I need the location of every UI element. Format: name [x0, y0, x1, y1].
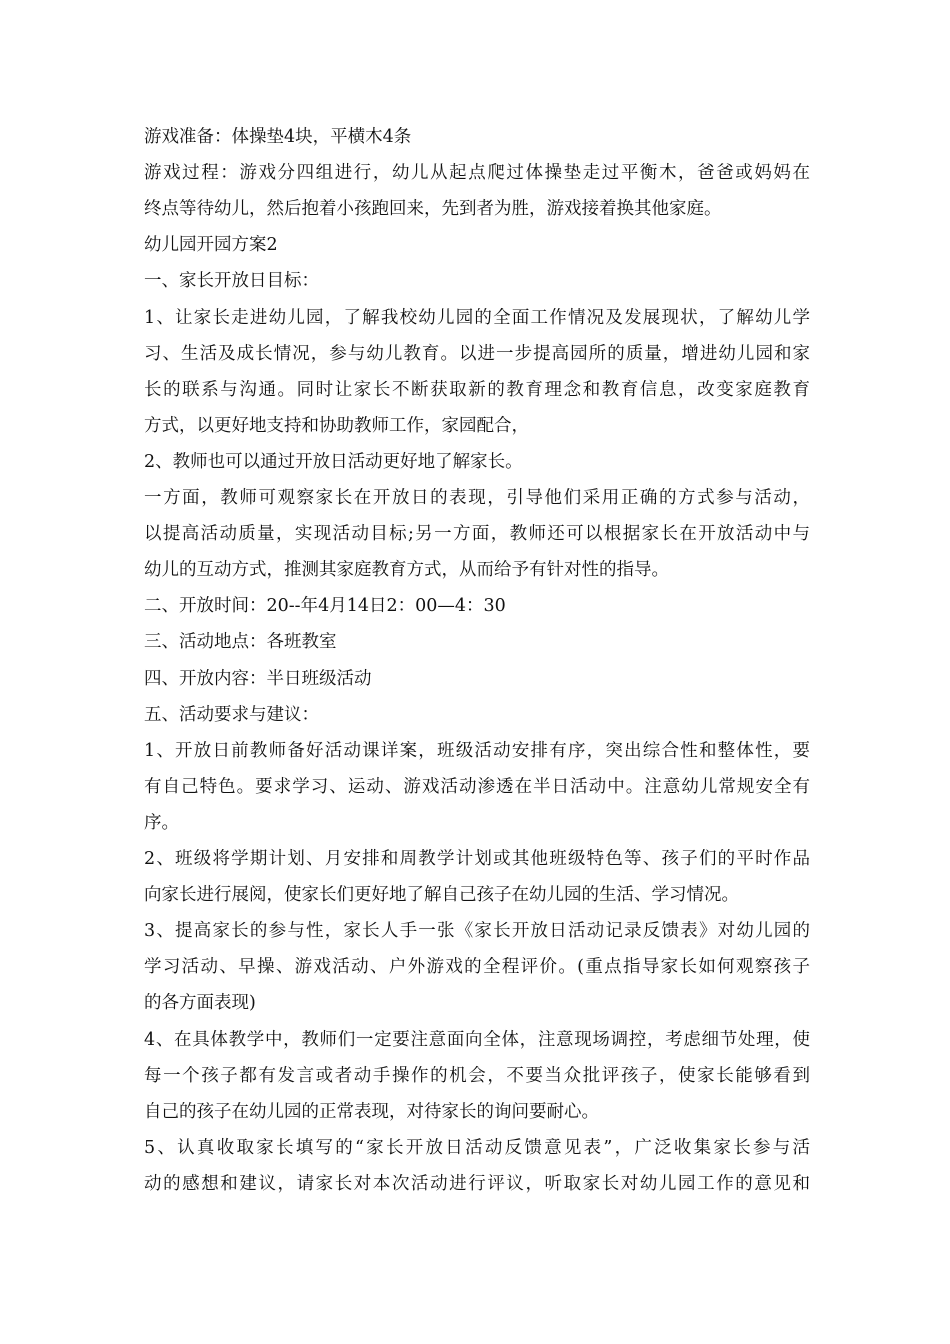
text-line: 四、开放内容：半日班级活动: [144, 668, 372, 689]
text-line: 习、生活及成长情况，参与幼儿教育。以进一步提高园所的质量，增进幼儿园和家: [144, 343, 810, 364]
text-line: 每一个孩子都有发言或者动手操作的机会，不要当众批评孩子，使家长能够看到: [144, 1065, 810, 1086]
text-line: 自己的孩子在幼儿园的正常表现，对待家长的询问要耐心。: [144, 1101, 599, 1122]
text-line: 的各方面表现): [144, 993, 256, 1014]
text-line: 动的感想和建议，请家长对本次活动进行评议，听取家长对幼儿园工作的意见和: [144, 1173, 810, 1194]
text-line: 4、在具体教学中，教师们一定要注意面向全体，注意现场调控，考虑细节处理，使: [144, 1029, 810, 1050]
text-line: 1、让家长走进幼儿园，了解我校幼儿园的全面工作情况及发展现状，了解幼儿学: [144, 307, 810, 328]
text-line: 一、家长开放日目标：: [144, 271, 319, 292]
text-line: 2、班级将学期计划、月安排和周教学计划或其他班级特色等、孩子们的平时作品: [144, 849, 810, 869]
text-line: 向家长进行展阅，使家长们更好地了解自己孩子在幼儿园的生活、学习情况。: [144, 885, 739, 906]
text-line: 二、开放时间：20--年4月14日2：00—4：30: [144, 596, 506, 617]
text-line: 2、教师也可以通过开放日活动更好地了解家长。: [144, 451, 523, 472]
text-line: 五、活动要求与建议：: [144, 704, 319, 725]
text-line: 一方面，教师可观察家长在开放日的表现，引导他们采用正确的方式参与活动，: [144, 488, 810, 508]
text-line: 学习活动、早操、游戏活动、户外游戏的全程评价。(重点指导家长如何观察孩子: [144, 957, 810, 978]
text-line: 1、开放日前教师备好活动课详案，班级活动安排有序，突出综合性和整体性，要: [144, 740, 810, 761]
text-line: 幼儿园开园方案2: [144, 235, 278, 256]
text-line: 游戏过程：游戏分四组进行，幼儿从起点爬过体操垫走过平衡木，爸爸或妈妈在: [144, 163, 810, 184]
text-line: 方式，以更好地支持和协助教师工作，家园配合，: [144, 415, 529, 436]
text-line: 终点等待幼儿，然后抱着小孩跑回来，先到者为胜，游戏接着换其他家庭。: [144, 199, 722, 220]
text-line: 幼儿的互动方式，推测其家庭教育方式，从而给予有针对性的指导。: [144, 560, 669, 581]
text-line: 5、认真收取家长填写的“家长开放日活动反馈意见表”，广泛收集家长参与活: [144, 1137, 810, 1158]
text-line: 3、提高家长的参与性，家长人手一张《家长开放日活动记录反馈表》对幼儿园的: [144, 921, 810, 942]
text-line: 长的联系与沟通。同时让家长不断获取新的教育理念和教育信息，改变家庭教育: [144, 379, 810, 400]
text-line: 游戏准备：体操垫4块，平横木4条: [144, 127, 412, 147]
text-line: 有自己特色。要求学习、运动、游戏活动渗透在半日活动中。注意幼儿常规安全有: [144, 776, 810, 797]
text-line: 以提高活动质量，实现活动目标;另一方面，教师还可以根据家长在开放活动中与: [144, 524, 810, 545]
text-line: 三、活动地点：各班教室: [144, 632, 337, 653]
text-line: 序。: [144, 812, 179, 833]
